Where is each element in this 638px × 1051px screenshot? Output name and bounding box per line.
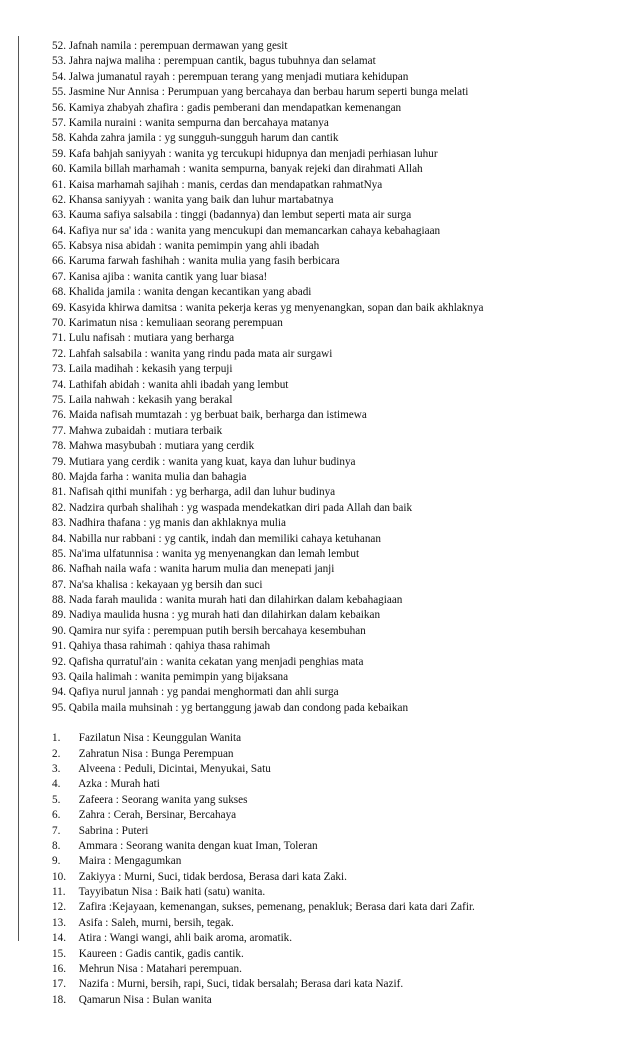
item-number: 72.	[52, 347, 66, 360]
item-text: Qamarun Nisa : Bulan wanita	[78, 993, 212, 1006]
item-text: Zakiyya : Murni, Suci, tidak berdosa, Berasa dari kata Zaki.	[78, 870, 347, 883]
item-number: 83.	[52, 517, 66, 530]
list-item	[52, 116, 628, 131]
item-number: 56.	[52, 101, 66, 114]
item-number: 77.	[52, 424, 66, 437]
list-item	[52, 424, 628, 439]
list-item	[52, 947, 628, 962]
item-text: Karimatun nisa : kemuliaan seorang perempuan	[68, 317, 283, 330]
list-item	[52, 532, 628, 547]
list-separator	[52, 716, 628, 731]
item-text: Atira : Wangi wangi, ahli baik aroma, aromatik.	[78, 932, 293, 945]
item-number: 74.	[52, 378, 66, 391]
item-text: Nadhira thafana : yg manis dan akhlaknya mulia	[68, 517, 286, 530]
item-number: 64.	[52, 224, 66, 237]
list-item	[52, 316, 628, 331]
item-text: Nafisah qithi munifah : yg berharga, adil dan luhur budinya	[68, 486, 336, 499]
item-number: 59.	[52, 147, 66, 160]
item-text: Tayyibatun Nisa : Baik hati (satu) wanita.	[78, 886, 266, 899]
list-item	[52, 731, 628, 746]
item-number: 84.	[52, 532, 66, 545]
item-text: Nabilla nur rabbani : yg cantik, indah dan memiliki cahaya ketuhanan	[68, 532, 381, 545]
item-number: 79.	[52, 455, 66, 468]
item-number: 55.	[52, 86, 66, 99]
item-text: Laila nahwah : kekasih yang berakal	[68, 393, 233, 406]
item-text: Kafiya nur sa' ida : wanita yang mencukupi dan memancarkan cahaya kebahagiaan	[68, 224, 441, 237]
document-body	[52, 39, 628, 1008]
item-text: Kamiya zhabyah zhafira : gadis pemberani dan mendapatkan kemenangan	[68, 101, 402, 114]
list-item	[52, 378, 628, 393]
item-text: Nada farah maulida : wanita murah hati dan dilahirkan dalam kebahagiaan	[68, 594, 403, 607]
item-number: 75.	[52, 393, 66, 406]
item-text: Lahfah salsabila : wanita yang rindu pada mata air surgawi	[68, 347, 333, 360]
item-number: 80.	[52, 470, 66, 483]
item-text: Nazifa : Murni, bersih, rapi, Suci, tidak bersalah; Berasa dari kata Nazif.	[78, 978, 404, 991]
item-number: 61.	[52, 178, 66, 191]
list-item	[52, 239, 628, 254]
list-item	[52, 439, 628, 454]
item-number: 68.	[52, 286, 66, 299]
list-item	[52, 793, 628, 808]
list-item	[52, 224, 628, 239]
item-number: 78.	[52, 440, 66, 453]
list-item	[52, 408, 628, 423]
item-text: Asifa : Saleh, murni, bersih, tegak.	[78, 916, 234, 929]
item-text: Khalida jamila : wanita dengan kecantikan yang abadi	[68, 286, 312, 299]
list-item	[52, 747, 628, 762]
item-text: Qafiya nurul jannah : yg pandai menghormati dan ahli surga	[68, 686, 339, 699]
item-text: Nafhah naila wafa : wanita harum mulia dan menepati janji	[68, 563, 335, 576]
list-item	[52, 39, 628, 54]
list-item	[52, 347, 628, 362]
list-item	[52, 916, 628, 931]
item-text: Na'ima ulfatunnisa : wanita yg menyenangkan dan lemah lembut	[68, 547, 360, 560]
item-text: Kasyida khirwa damitsa : wanita pekerja keras yg menyenangkan, sopan dan baik akhlaknya	[68, 301, 484, 314]
list-item	[52, 777, 628, 792]
item-number: 63.	[52, 209, 66, 222]
item-text: Nadzira qurbah shalihah : yg waspada mendekatkan diri pada Allah dan baik	[68, 501, 413, 514]
item-number: 90.	[52, 624, 66, 637]
item-number: 3.	[52, 762, 61, 775]
list-item	[52, 101, 628, 116]
item-number: 52.	[52, 40, 66, 52]
list-item	[52, 516, 628, 531]
item-number: 85.	[52, 547, 66, 560]
item-number: 16.	[52, 963, 66, 976]
list-item	[52, 854, 628, 869]
item-text: Maira : Mengagumkan	[78, 855, 182, 868]
list-item	[52, 547, 628, 562]
list-item	[52, 839, 628, 854]
item-number: 62.	[52, 193, 66, 206]
list-item	[52, 870, 628, 885]
item-number: 91.	[52, 640, 66, 653]
list-item	[52, 624, 628, 639]
item-text: Jasmine Nur Annisa : Perumpuan yang bercahaya dan berbau harum seperti bunga melati	[68, 86, 469, 99]
item-number: 89.	[52, 609, 66, 622]
item-text: Qaila halimah : wanita pemimpin yang bijaksana	[68, 671, 289, 684]
item-text: Kamila billah marhamah : wanita sempurna, banyak rejeki dan dirahmati Allah	[68, 163, 423, 176]
list-item	[52, 208, 628, 223]
item-text: Mutiara yang cerdik : wanita yang kuat, kaya dan luhur budinya	[68, 455, 356, 468]
list-item	[52, 593, 628, 608]
list-item	[52, 900, 628, 915]
item-text: Sabrina : Puteri	[78, 824, 149, 837]
item-number: 71.	[52, 332, 66, 345]
item-text: Zahratun Nisa : Bunga Perempuan	[78, 747, 234, 760]
item-number: 54.	[52, 70, 66, 83]
list-item	[52, 85, 628, 100]
item-number: 2.	[52, 747, 61, 760]
item-number: 94.	[52, 686, 66, 699]
item-number: 93.	[52, 671, 66, 684]
item-text: Kauma safiya salsabila : tinggi (badannya) dan lembut seperti mata air surga	[68, 209, 412, 222]
item-number: 12.	[52, 901, 66, 914]
list-item	[52, 701, 628, 716]
item-text: Zafeera : Seorang wanita yang sukses	[78, 793, 248, 806]
list-item	[52, 285, 628, 300]
item-number: 58.	[52, 132, 66, 145]
item-text: Zafira :Kejayaan, kemenangan, sukses, pemenang, penakluk; Berasa dari kata dari Zafir.	[78, 901, 475, 914]
list-item	[52, 993, 628, 1008]
item-text: Zahra : Cerah, Bersinar, Bercahaya	[78, 809, 237, 822]
item-text: Fazilatun Nisa : Keunggulan Wanita	[78, 732, 242, 745]
item-number: 73.	[52, 363, 66, 376]
item-number: 9.	[52, 855, 61, 868]
list-item	[52, 393, 628, 408]
list-item	[52, 562, 628, 577]
list-item	[52, 501, 628, 516]
item-number: 95.	[52, 701, 66, 714]
list-item	[52, 962, 628, 977]
item-text: Mehrun Nisa : Matahari perempuan.	[78, 963, 242, 976]
list-item	[52, 685, 628, 700]
list-item	[52, 147, 628, 162]
item-text: Qamira nur syifa : perempuan putih bersih bercahaya kesembuhan	[68, 624, 366, 637]
item-number: 67.	[52, 270, 66, 283]
item-text: Laila madihah : kekasih yang terpuji	[68, 363, 233, 376]
item-number: 76.	[52, 409, 66, 422]
item-number: 88.	[52, 594, 66, 607]
list-item	[52, 70, 628, 85]
item-text: Karuma farwah fashihah : wanita mulia yang fasih berbicara	[68, 255, 340, 268]
item-text: Mahwa masybubah : mutiara yang cerdik	[68, 440, 255, 453]
list-item	[52, 455, 628, 470]
list-item	[52, 808, 628, 823]
item-text: Jalwa jumanatul rayah : perempuan terang yang menjadi mutiara kehidupan	[68, 70, 409, 83]
list-item	[52, 331, 628, 346]
list-item	[52, 301, 628, 316]
list-item	[52, 977, 628, 992]
item-number: 18.	[52, 993, 66, 1006]
item-number: 10.	[52, 870, 66, 883]
list-item	[52, 362, 628, 377]
item-number: 81.	[52, 486, 66, 499]
item-number: 92.	[52, 655, 66, 668]
item-number: 65.	[52, 240, 66, 253]
item-text: Jahra najwa maliha : perempuan cantik, bagus tubuhnya dan selamat	[68, 55, 376, 68]
item-number: 82.	[52, 501, 66, 514]
list-item	[52, 608, 628, 623]
item-number: 6.	[52, 809, 61, 822]
item-text: Azka : Murah hati	[78, 778, 160, 791]
list-item	[52, 270, 628, 285]
item-number: 70.	[52, 317, 66, 330]
item-text: Kahda zahra jamila : yg sungguh-sungguh harum dan cantik	[68, 132, 339, 145]
item-text: Kabsya nisa abidah : wanita pemimpin yang ahli ibadah	[68, 240, 320, 253]
list-item	[52, 193, 628, 208]
item-text: Na'sa khalisa : kekayaan yg bersih dan suci	[68, 578, 263, 591]
list-item	[52, 931, 628, 946]
item-text: Mahwa zubaidah : mutiara terbaik	[68, 424, 223, 437]
item-text: Kanisa ajiba : wanita cantik yang luar biasa!	[68, 270, 268, 283]
item-number: 4.	[52, 778, 61, 791]
list-item	[52, 470, 628, 485]
item-text: Lulu nafisah : mutiara yang berharga	[68, 332, 235, 345]
item-number: 8.	[52, 839, 61, 852]
item-text: Kamila nuraini : wanita sempurna dan bercahaya matanya	[68, 116, 329, 129]
item-number: 14.	[52, 932, 66, 945]
item-text: Kaureen : Gadis cantik, gadis cantik.	[78, 947, 244, 960]
item-text: Jafnah namila : perempuan dermawan yang gesit	[68, 40, 288, 52]
list-item	[52, 54, 628, 69]
name-list-second	[52, 731, 628, 1008]
list-item	[52, 885, 628, 900]
list-item	[52, 578, 628, 593]
list-item	[52, 639, 628, 654]
list-item	[52, 824, 628, 839]
item-text: Lathifah abidah : wanita ahli ibadah yang lembut	[68, 378, 289, 391]
item-number: 53.	[52, 55, 66, 68]
item-number: 1.	[52, 732, 61, 745]
item-text: Kafa bahjah saniyyah : wanita yg tercukupi hidupnya dan menjadi perhiasan luhur	[68, 147, 438, 160]
list-item	[52, 162, 628, 177]
item-text: Majda farha : wanita mulia dan bahagia	[68, 470, 247, 483]
list-item	[52, 131, 628, 146]
item-text: Qabila maila muhsinah : yg bertanggung jawab dan condong pada kebaikan	[68, 701, 409, 714]
item-number: 13.	[52, 916, 66, 929]
item-number: 86.	[52, 563, 66, 576]
list-item	[52, 762, 628, 777]
item-number: 15.	[52, 947, 66, 960]
item-number: 69.	[52, 301, 66, 314]
item-text: Qahiya thasa rahimah : qahiya thasa rahimah	[68, 640, 271, 653]
item-number: 87.	[52, 578, 66, 591]
item-number: 66.	[52, 255, 66, 268]
item-number: 57.	[52, 116, 66, 129]
item-text: Alveena : Peduli, Dicintai, Menyukai, Satu	[78, 762, 271, 775]
item-text: Qafisha qurratul'ain : wanita cekatan yang menjadi penghias mata	[68, 655, 364, 668]
item-text: Ammara : Seorang wanita dengan kuat Iman, Toleran	[78, 839, 318, 852]
item-text: Nadiya maulida husna : yg murah hati dan dilahirkan dalam kebaikan	[68, 609, 381, 622]
item-text: Maida nafisah mumtazah : yg berbuat baik, berharga dan istimewa	[68, 409, 367, 422]
left-margin-rule	[18, 36, 19, 941]
item-number: 5.	[52, 793, 61, 806]
item-number: 17.	[52, 978, 66, 991]
list-item	[52, 485, 628, 500]
item-number: 7.	[52, 824, 61, 837]
list-item	[52, 670, 628, 685]
item-text: Khansa saniyyah : wanita yang baik dan luhur martabatnya	[68, 193, 334, 206]
name-list-continued	[52, 39, 628, 716]
list-item	[52, 655, 628, 670]
item-number: 60.	[52, 163, 66, 176]
list-item	[52, 178, 628, 193]
item-text: Kaisa marhamah sajihah : manis, cerdas dan mendapatkan rahmatNya	[68, 178, 383, 191]
list-item	[52, 254, 628, 269]
item-number: 11.	[52, 886, 66, 899]
